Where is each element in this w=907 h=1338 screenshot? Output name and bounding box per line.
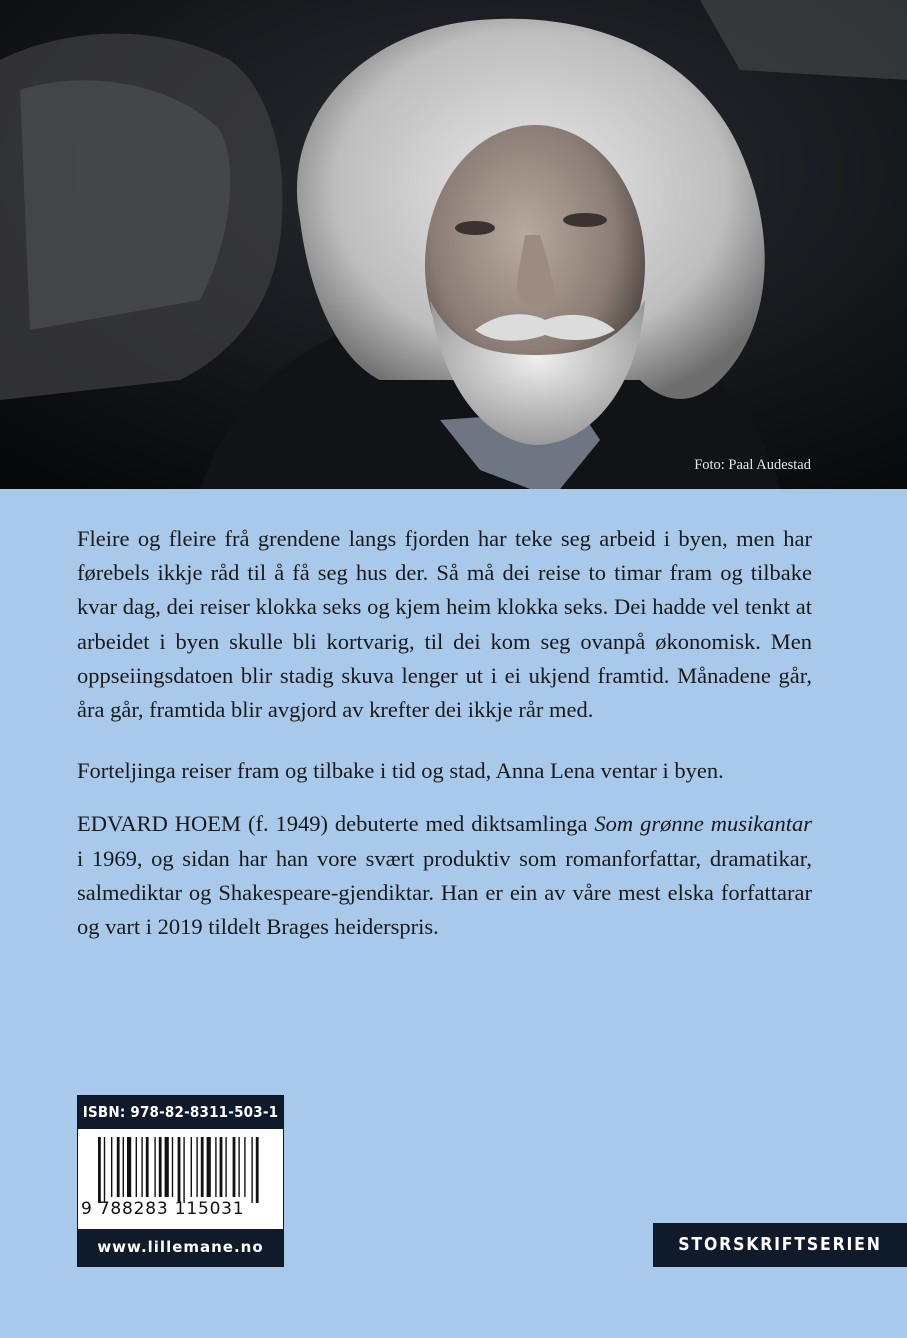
barcode-bar bbox=[165, 1137, 169, 1197]
barcode-bar bbox=[225, 1137, 226, 1197]
barcode-bar bbox=[178, 1137, 181, 1203]
barcode-bar bbox=[146, 1137, 149, 1197]
author-portrait-illustration bbox=[0, 0, 907, 489]
barcode-bar bbox=[201, 1137, 204, 1197]
barcode-bar bbox=[191, 1137, 192, 1197]
blurb-paragraph-1: Fleire og fleire frå grendene langs fjorden har teke seg arbeid i byen, men har førebels ikkje råd til å få seg hus der. Så må dei reise to timar fram og tilbake kvar dag, dei reiser klokka seks og kjem heim klokka seks. Dei hadde vel tenkt at arbeidet i byen skulle bli kortvarig, til dei kom seg ovanpå økonomisk. Men oppseiingsdatoen blir stadig skuva lenger ut i ei ukjend framtid. Månadene går, åra går, framtida blir avgjord av krefter dei ikkje rår med. bbox=[77, 526, 812, 723]
barcode-bar bbox=[159, 1137, 162, 1197]
barcode-bar bbox=[196, 1137, 197, 1197]
author-bio-intro: EDVARD HOEM (f. 1949) debuterte med diktsamlinga bbox=[77, 811, 595, 837]
author-bio bbox=[77, 807, 812, 944]
series-label: STORSKRIFTSERIEN bbox=[653, 1223, 907, 1267]
photo-credit: Foto: Paal Audestad bbox=[694, 457, 811, 473]
barcode-bar bbox=[172, 1137, 173, 1197]
barcode-bar bbox=[233, 1137, 236, 1197]
isbn-label: ISBN: 978-82-8311-503-1 bbox=[78, 1096, 283, 1129]
barcode-bar bbox=[104, 1137, 105, 1203]
barcode-bar bbox=[256, 1137, 259, 1203]
barcode-bar bbox=[220, 1137, 223, 1197]
barcode-bar bbox=[207, 1137, 211, 1197]
barcode-bar bbox=[251, 1137, 252, 1203]
barcode-bar bbox=[141, 1137, 142, 1197]
barcode-bar bbox=[244, 1137, 245, 1197]
barcode-bar bbox=[117, 1137, 120, 1197]
barcode-bar bbox=[98, 1137, 101, 1203]
debut-book-title: Som grønne musikantar bbox=[594, 811, 812, 837]
blurb bbox=[77, 522, 812, 944]
isbn-barcode-box bbox=[77, 1095, 284, 1267]
barcode-bar bbox=[238, 1137, 239, 1197]
barcode-bar bbox=[154, 1137, 155, 1197]
author-photo bbox=[0, 0, 907, 489]
barcode-digits: 9 788283 115031 bbox=[81, 1199, 245, 1219]
blurb-paragraph-2: Forteljinga reiser fram og tilbake i tid og stad, Anna Lena ventar i byen. bbox=[77, 758, 724, 784]
barcode-bar bbox=[215, 1137, 216, 1197]
author-bio-rest: i 1969, og sidan har han vore svært produktiv som romanforfattar, dramatikar, salmediktar og Shakespeare-gjendiktar. Han er ein av våre mest elska forfattarar og vart i 2019 tildelt Brages heiderspris. bbox=[77, 845, 812, 940]
publisher-website: www.lillemane.no bbox=[78, 1229, 283, 1266]
barcode-bar bbox=[183, 1137, 184, 1203]
barcode bbox=[78, 1129, 283, 1229]
barcode-bar bbox=[111, 1137, 112, 1197]
barcode-bar bbox=[123, 1137, 124, 1197]
barcode-bar bbox=[127, 1137, 131, 1197]
barcode-bar bbox=[136, 1137, 137, 1197]
